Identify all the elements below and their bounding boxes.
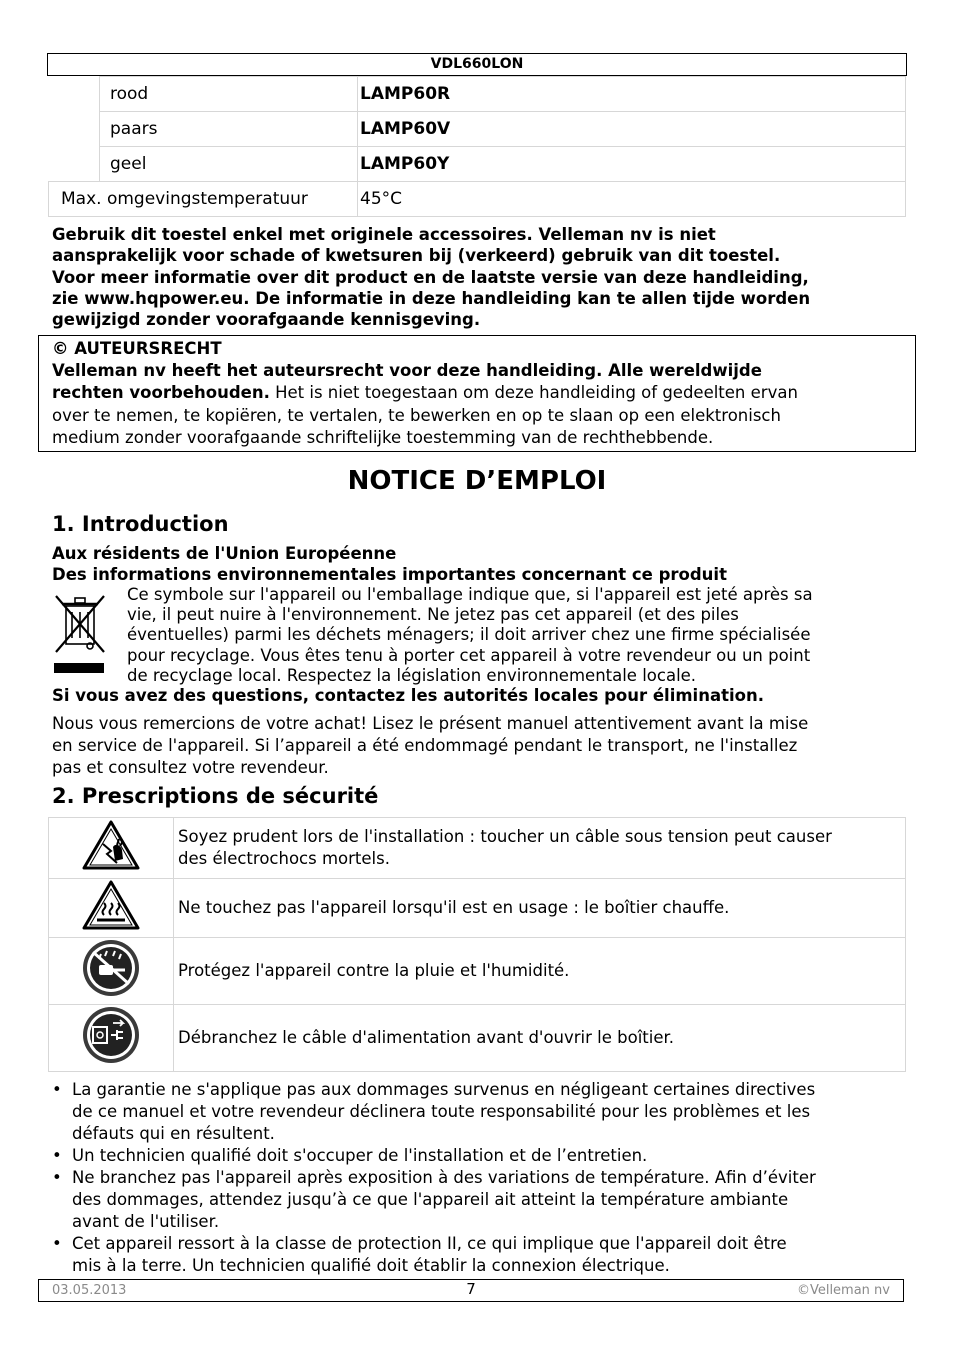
- table-row: [49, 77, 906, 112]
- contact-authorities: Si vous avez des questions, contactez les autorités locales pour élimination.: [52, 686, 764, 705]
- table-row: Soyez prudent lors de l'installation : toucher un câble sous tension peut causer des électrochocs mortels.: [49, 818, 906, 879]
- weee-bin-icon: [52, 592, 107, 680]
- hot-surface-warning-icon: [81, 916, 141, 935]
- color-cell: paars: [100, 112, 358, 147]
- list-item: • La garantie ne s'applique pas aux dommages survenus en négligeant certaines directives de ce manuel et votre revendeur déclinera toute responsabilité pour les problèmes et les défauts qui en résultent.: [52, 1079, 907, 1145]
- model-number: VDL660LON: [430, 56, 524, 72]
- color-cell: rood: [100, 77, 358, 112]
- copyright-title: © AUTEURSRECHT: [52, 339, 222, 358]
- copyright-box: © AUTEURSRECHT Velleman nv heeft het auteursrecht voor deze handleiding. Alle wereldwijde rechten voorbehouden. Het is niet toegestaan om deze handleiding of gedeelten ervan over te nemen, te kopiëren, te vertalen, te bewerken en op te slaan op een elektronisch medium zonder voorafgaande schriftelijke toestemming van de rechthebbende.: [38, 335, 916, 452]
- max-temp-label: Max. omgevingstemperatuur: [49, 182, 358, 217]
- weee-description: Ce symbole sur l'appareil ou l'emballage indique que, si l'appareil est jeté après sa vie, il peut nuire à l'environnement. Ne jetez pas cet appareil (et des piles éventuelles) parmi les déchets ménagers; il doit arriver chez une firme spécialisée pour recyclage. Vous êtes tenu à porter cet appareil à votre revendeur ou un point de recyclage local. Respectez la législation environnementale locale.: [127, 585, 813, 685]
- page-title: NOTICE D’EMPLOI: [347, 466, 607, 496]
- color-cell: geel: [100, 147, 358, 182]
- table-row: Débranchez le câble d'alimentation avant d'ouvrir le boîtier.: [49, 1005, 906, 1072]
- safety-bullet-list: [52, 1079, 907, 1277]
- page-number: 7: [466, 1280, 476, 1298]
- thanks-paragraph: Nous vous remercions de votre achat! Lisez le présent manuel attentivement avant la mise en service de l'appareil. Si l’appareil a été endommagé pendant le transport, ne l'installez pas et consultez votre revendeur.: [52, 714, 809, 777]
- list-item: • Un technicien qualifié doit s'occuper de l'installation et de l’entretien.: [52, 1145, 907, 1167]
- accessories-notice: Gebruik dit toestel enkel met originele accessoires. Velleman nv is niet aansprakelijk voor schade of kwetsuren bij (verkeerd) gebruik van dit toestel. Voor meer informatie over dit product en de laatste versie van deze handleiding, zie www.hqpower.eu. De informatie in deze handleiding kan te allen tijde worden gewijzigd zonder voorafgaande kennisgeving.: [52, 225, 811, 330]
- list-item: • Ne branchez pas l'appareil après exposition à des variations de température. Afin d’éviter des dommages, attendez jusqu’à ce que l'appareil ait atteint la température ambiante avant de l'utiliser.: [52, 1167, 907, 1233]
- unplug-before-opening-icon: [81, 1050, 141, 1069]
- intro-heading: 1. Introduction: [52, 512, 229, 536]
- code-cell: LAMP60R: [358, 77, 906, 112]
- safety-heading: 2. Prescriptions de sécurité: [52, 784, 379, 808]
- safety-table: [48, 817, 906, 1072]
- page-footer: [38, 1279, 904, 1302]
- rain-humidity-icon: [81, 983, 141, 1002]
- footer-date: 03.05.2013: [52, 1283, 127, 1298]
- list-item: • Cet appareil ressort à la classe de protection II, ce qui implique que l'appareil doit être mis à la terre. Un technicien qualifié doit établir la connexion électrique.: [52, 1233, 907, 1277]
- table-row: [49, 112, 906, 147]
- code-cell: LAMP60Y: [358, 147, 906, 182]
- intro-subheading: Aux résidents de l'Union Européenne Des informations environnementales importantes concernant ce produit: [52, 544, 727, 584]
- electric-shock-warning-icon: [81, 856, 141, 875]
- table-row: Protégez l'appareil contre la pluie et l'humidité.: [49, 938, 906, 1005]
- max-temp-value: 45°C: [358, 182, 906, 217]
- spec-table: [48, 76, 906, 217]
- code-cell: LAMP60V: [358, 112, 906, 147]
- table-row: [49, 182, 906, 217]
- page-header: [47, 53, 907, 76]
- table-row: Ne touchez pas l'appareil lorsqu'il est en usage : le boîtier chauffe.: [49, 879, 906, 938]
- table-row: [49, 147, 906, 182]
- footer-copyright: ©Velleman nv: [796, 1283, 890, 1298]
